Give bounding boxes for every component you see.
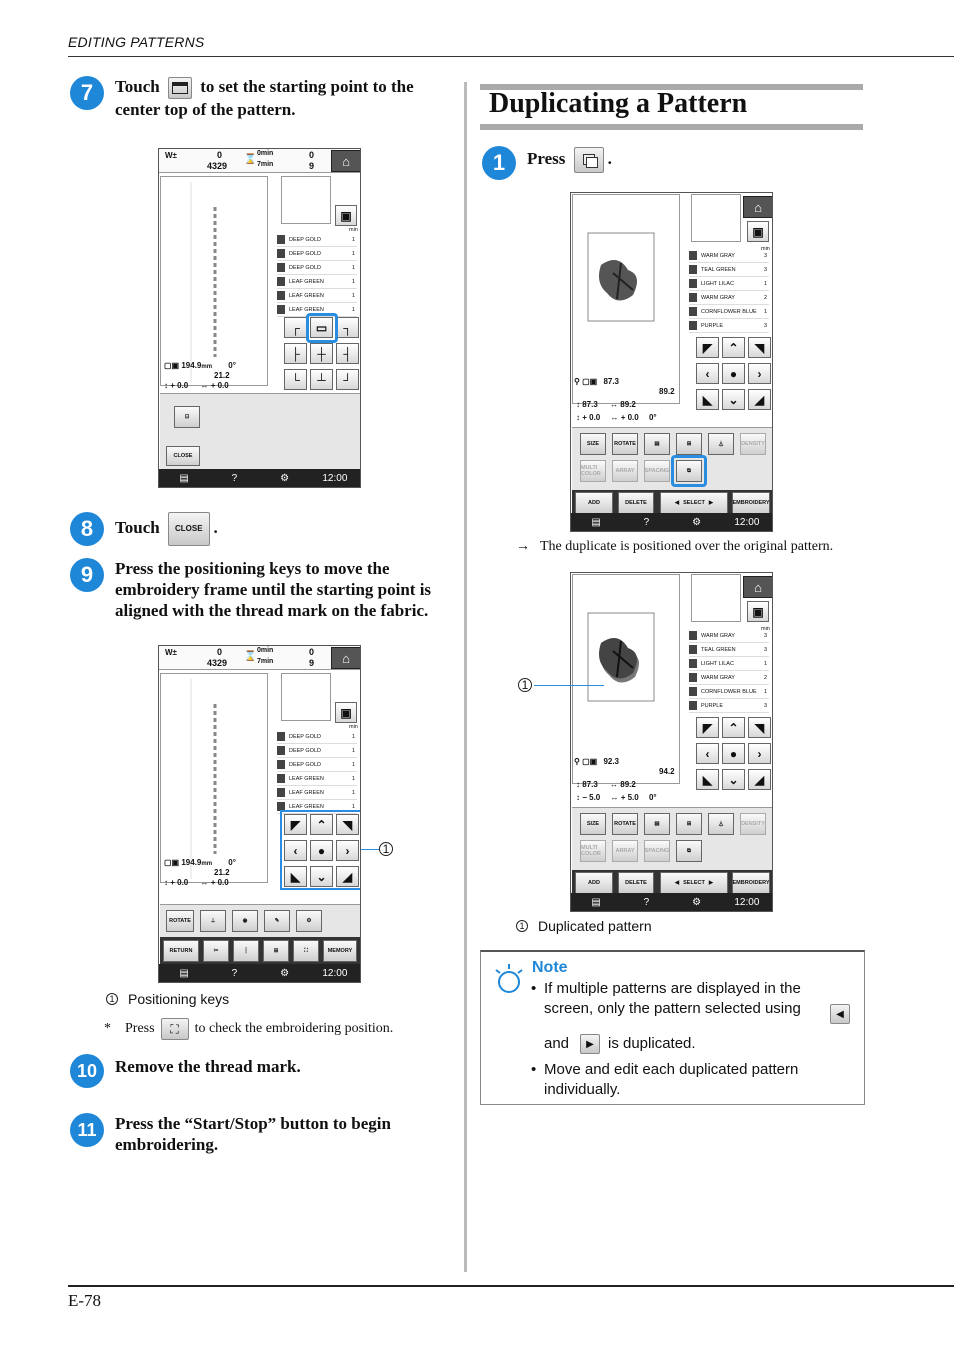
- dimension-readout: ↕ 87.3 ↔ 89.2: [576, 780, 636, 789]
- frame-check-icon: ⛶: [161, 1018, 189, 1040]
- move-up-key[interactable]: ⌃: [310, 814, 333, 835]
- step-1: [482, 146, 862, 180]
- page-number: E-78: [68, 1291, 102, 1310]
- status-bar: W± 0 4329 ⌛ 0min 7min 0 9: [159, 646, 360, 670]
- pattern-preview: [573, 575, 681, 785]
- trial-button[interactable]: ⛶: [293, 940, 319, 962]
- menu-icon[interactable]: ▤: [179, 472, 189, 484]
- size-readout: ▢▣ 194.9mm 0°: [164, 361, 236, 370]
- move-down-left-key[interactable]: ◣: [696, 389, 719, 410]
- callout-line: [361, 849, 379, 850]
- close-inline-button: CLOSE: [168, 512, 210, 546]
- position-readout: ↕ + 0.0 ↔ + 0.0 0°: [576, 413, 657, 422]
- settings-icon[interactable]: ⚙: [692, 516, 702, 528]
- grid-icon[interactable]: ⊞: [676, 433, 702, 455]
- move-up-right-key[interactable]: ◥: [336, 814, 359, 835]
- move-up-key[interactable]: ⌃: [722, 717, 745, 738]
- move-up-right-key[interactable]: ◥: [748, 337, 771, 358]
- move-down-left-key[interactable]: ◣: [284, 866, 307, 887]
- thread-row: TEAL GREEN 3: [689, 643, 769, 657]
- section-title: Duplicating a Pattern: [489, 88, 748, 119]
- embroidery-button[interactable]: EMBROIDERY: [732, 492, 770, 514]
- home-button[interactable]: ⌂: [743, 196, 773, 218]
- thread-row: PURPLE 3: [689, 319, 769, 333]
- camera-icon[interactable]: ◉: [232, 910, 258, 932]
- help-button[interactable]: ?: [231, 472, 238, 484]
- thumbnail-zoom-button[interactable]: ▣: [747, 601, 769, 622]
- callout-number: 1: [518, 678, 532, 692]
- close-button[interactable]: CLOSE: [166, 446, 200, 466]
- thread-row: LIGHT LILAC 1: [689, 657, 769, 671]
- size-readout: ⚲ ▢▣ 87.3: [574, 377, 620, 386]
- zoom-icon: ⚲ ▢▣: [574, 377, 598, 386]
- start-bottom-left-key[interactable]: └: [284, 369, 307, 390]
- move-center-key[interactable]: ●: [722, 743, 745, 764]
- size-button[interactable]: SIZE: [580, 813, 606, 835]
- embroidery-area: [160, 673, 268, 883]
- caption-duplicated-pattern: 1 Duplicated pattern: [516, 918, 652, 934]
- select-prev-icon[interactable]: ◀: [674, 500, 680, 506]
- home-button[interactable]: ⌂: [331, 150, 361, 172]
- array-button[interactable]: ARRAY: [612, 460, 638, 482]
- thread-icon[interactable]: ⊥: [200, 910, 226, 932]
- rotate-button[interactable]: ROTATE: [612, 813, 638, 835]
- move-center-key[interactable]: ●: [310, 840, 333, 861]
- size-button[interactable]: SIZE: [580, 433, 606, 455]
- thread-row: WARM GRAY 3: [689, 629, 769, 643]
- step-number: 11: [70, 1113, 104, 1147]
- note-bullet-1-and: and: [544, 1035, 570, 1052]
- thread-row: TEAL GREEN 3: [689, 263, 769, 277]
- duplicate-button[interactable]: ⧉: [676, 840, 702, 862]
- cut-icon[interactable]: ✂: [203, 940, 229, 962]
- step-text: Touch CLOSE .: [115, 512, 218, 546]
- size-readout: ▢▣ 194.9mm 0°: [164, 858, 236, 867]
- move-down-key[interactable]: ⌄: [722, 389, 745, 410]
- move-left-key[interactable]: ‹: [696, 743, 719, 764]
- move-center-key[interactable]: ●: [722, 363, 745, 384]
- screen-bottom-bar: [571, 893, 772, 911]
- settings-icon[interactable]: ⚙: [280, 472, 290, 484]
- lightbulb-icon: [492, 962, 526, 998]
- select-next-icon: ▶: [580, 1034, 600, 1054]
- start-center-left-key[interactable]: ├: [284, 343, 307, 364]
- callout-line: [534, 685, 604, 686]
- select-control[interactable]: ◀ SELECT ▶: [660, 492, 728, 514]
- hourglass-icon: ⌛: [244, 651, 257, 662]
- hourglass-icon: ⌛: [244, 154, 257, 165]
- step-text: Touch to set the starting point to the center top of the pattern.: [115, 77, 414, 120]
- thread-row: LEAF GREEN 1: [277, 786, 357, 800]
- edit-toolbar: [572, 427, 772, 515]
- move-up-left-key[interactable]: ◤: [284, 814, 307, 835]
- dimension-readout: ↕ 87.3 ↔ 89.2: [576, 400, 636, 409]
- pattern-thumbnail: [691, 194, 741, 242]
- step-text: Press .: [527, 146, 612, 173]
- thread-color-list: [689, 629, 769, 713]
- move-left-key[interactable]: ‹: [284, 840, 307, 861]
- note-bullet-1: •: [531, 980, 537, 997]
- size-readout: ⚲ ▢▣ 92.3: [574, 757, 620, 766]
- thread-row: LEAF GREEN 1: [277, 275, 357, 289]
- thread-row: DEEP GOLD 1: [277, 758, 357, 772]
- thumbnail-zoom-button[interactable]: ▣: [747, 221, 769, 242]
- move-right-key[interactable]: ›: [748, 743, 771, 764]
- screen-duplicate-before: ⌂ ▣ min WARM GRAY 3 TEAL GREEN 3 LIGHT LILAC 1 WARM GRAY 2 CORNFLOWER BLUE 1 PURPLE 3 ◤ ⌃ ◥ ‹ ● › ◣ ⌄ ◢ ⚲ ▢▣ 87.3 89.2 ↕ 87.3 ↔ 89.2 ↕ + 0.0 ↔ + 0.0 0° SIZE ROTATE ▤ ⊞ ⏃ DENSITY MULTI COLOR ARRAY SPACING ⧉ ADD DELETE ◀ SELECT ▶ EMBROIDERY ▤ ? ⚙ 12:00: [570, 192, 773, 532]
- pattern-preview: [161, 177, 269, 387]
- spacing-button[interactable]: SPACING: [644, 460, 670, 482]
- zoom-icon: ⚲ ▢▣: [574, 757, 598, 766]
- pattern-preview: [573, 195, 681, 405]
- thumbnail-zoom-button[interactable]: ▣: [335, 205, 357, 226]
- step-number: 1: [482, 146, 516, 180]
- step-text: Press the “Start/Stop” button to begin embroidering.: [115, 1114, 391, 1154]
- move-up-key[interactable]: ⌃: [722, 337, 745, 358]
- move-right-key[interactable]: ›: [336, 840, 359, 861]
- note-bullet-2: •: [531, 1061, 537, 1078]
- select-next-icon[interactable]: ▶: [708, 500, 714, 506]
- highlight-frame: [671, 455, 707, 487]
- sew-icon: W±: [165, 151, 177, 160]
- move-down-right-key[interactable]: ◢: [336, 866, 359, 887]
- running-header: EDITING PATTERNS: [68, 34, 205, 50]
- move-down-right-key[interactable]: ◢: [748, 769, 771, 790]
- thread-row: LIGHT LILAC 1: [689, 277, 769, 291]
- multi-color-button[interactable]: MULTI COLOR: [580, 840, 606, 862]
- tension-icon[interactable]: ⊞: [263, 940, 289, 962]
- step-number: 9: [70, 558, 104, 592]
- clock: 12:00: [322, 967, 348, 979]
- step-11: [70, 1113, 450, 1155]
- step-number: 8: [70, 512, 104, 546]
- step-text: Remove the thread mark.: [115, 1057, 301, 1076]
- multi-color-button[interactable]: MULTI COLOR: [580, 460, 606, 482]
- start-center-top-key[interactable]: ▭: [310, 317, 333, 338]
- add-button[interactable]: ADD: [575, 872, 613, 894]
- menu-icon[interactable]: ▤: [591, 896, 601, 908]
- thread-row: DEEP GOLD 1: [277, 261, 357, 275]
- move-up-right-key[interactable]: ◥: [748, 717, 771, 738]
- thread-row: DEEP GOLD 1: [277, 233, 357, 247]
- grid-icon[interactable]: ⊞: [676, 813, 702, 835]
- thread-row: DEEP GOLD 1: [277, 730, 357, 744]
- highlight-frame: [306, 313, 338, 343]
- edit-toolbar: [160, 904, 360, 964]
- close-panel: [160, 393, 360, 469]
- select-next-icon[interactable]: ▶: [708, 880, 714, 886]
- screen-positioning: W± 0 4329 ⌛ 0min 7min 0 9 ⌂ ▣ min DEEP GOLD 1 DEEP GOLD 1 DEEP GOLD 1 LEAF GREEN 1 LEAF GREEN 1 LEAF GREEN 1 ◤ ⌃ ◥ ‹ ● › ◣ ⌄ ◢ ▢▣ 194.9mm 0° 21.2 ↕ + 0.0 ↔ + 0.0 ROTATE ⊥ ◉ ✎ ⚙ RETURN ✂ ┆ ⊞ ⛶ MEMORY ▤ ? ⚙ 12:00: [158, 645, 361, 983]
- select-prev-icon[interactable]: ◀: [674, 880, 680, 886]
- note-bullet-1-end: is duplicated.: [608, 1035, 696, 1052]
- embroidery-area: [160, 176, 268, 386]
- position-readout: ↕ − 5.0 ↔ + 5.0 0°: [576, 793, 657, 802]
- step-7: [70, 76, 450, 120]
- start-top-left-key[interactable]: ┌: [284, 317, 307, 338]
- header-rule: [68, 56, 954, 57]
- thread-row: WARM GRAY 2: [689, 291, 769, 305]
- thumbnail-zoom-button[interactable]: ▣: [335, 702, 357, 723]
- note-bullet-1-text: If multiple patterns are displayed in the screen, only the pattern selected using: [544, 980, 801, 1017]
- move-up-left-key[interactable]: ◤: [696, 337, 719, 358]
- callout-number: 1: [379, 842, 393, 856]
- embroidery-area: [572, 194, 680, 404]
- thread-color-list: [689, 249, 769, 333]
- result-line: → The duplicate is positioned over the original pattern.: [516, 539, 834, 554]
- embroidery-area: [572, 574, 680, 784]
- step-number: 10: [70, 1054, 104, 1088]
- thread-row: DEEP GOLD 1: [277, 744, 357, 758]
- screen-duplicate-after: ⌂ ▣ min WARM GRAY 3 TEAL GREEN 3 LIGHT LILAC 1 WARM GRAY 2 CORNFLOWER BLUE 1 PURPLE 3 ◤ ⌃ ◥ ‹ ● › ◣ ⌄ ◢ ⚲ ▢▣ 92.3 94.2 ↕ 87.3 ↔ 89.2 ↕ − 5.0 ↔ + 5.0 0° SIZE ROTATE ▤ ⊞ ⏃ DENSITY MULTI COLOR ARRAY SPACING ⧉ ADD DELETE ◀ SELECT ▶ EMBROIDERY ▤ ? ⚙ 12:00: [570, 572, 773, 912]
- sew-settings-icon[interactable]: ⚙: [296, 910, 322, 932]
- column-divider: [464, 82, 467, 1272]
- thread-row: LEAF GREEN 1: [277, 303, 357, 317]
- help-button[interactable]: ?: [231, 967, 238, 979]
- thread-row: LEAF GREEN 1: [277, 772, 357, 786]
- move-right-key[interactable]: ›: [748, 363, 771, 384]
- thread-row: PURPLE 3: [689, 699, 769, 713]
- note-title: Note: [532, 959, 568, 976]
- thread-row: WARM GRAY 2: [689, 671, 769, 685]
- thread-color-list: [277, 233, 357, 317]
- thread-color-list: [277, 730, 357, 814]
- start-bottom-right-key[interactable]: ┘: [336, 369, 359, 390]
- settings-icon[interactable]: ⚙: [280, 967, 290, 979]
- move-down-left-key[interactable]: ◣: [696, 769, 719, 790]
- rotate-button[interactable]: ROTATE: [166, 910, 194, 932]
- screen-bottom-bar: [159, 469, 360, 487]
- home-button[interactable]: ⌂: [743, 576, 773, 598]
- density-button[interactable]: DENSITY: [740, 813, 766, 835]
- edit-toolbar: [572, 807, 772, 895]
- clock: 12:00: [322, 472, 348, 484]
- pen-icon[interactable]: ✎: [264, 910, 290, 932]
- mirror-icon[interactable]: ⏃: [708, 433, 734, 455]
- frame-icon: ▢▣: [164, 361, 180, 370]
- help-button[interactable]: ?: [643, 896, 650, 908]
- move-down-key[interactable]: ⌄: [722, 769, 745, 790]
- thread-row: WARM GRAY 3: [689, 249, 769, 263]
- start-top-right-key[interactable]: ┐: [336, 317, 359, 338]
- thread-row: CORNFLOWER BLUE 1: [689, 685, 769, 699]
- pattern-thumbnail: [691, 574, 741, 622]
- sew-icon: W±: [165, 648, 177, 657]
- position-readout: ↕ + 0.0 ↔ + 0.0: [164, 381, 229, 390]
- delete-button[interactable]: DELETE: [618, 492, 654, 514]
- needle-icon[interactable]: ┆: [233, 940, 259, 962]
- pattern-thumbnail: [281, 673, 331, 721]
- thread-row: LEAF GREEN 1: [277, 289, 357, 303]
- position-readout: ↕ + 0.0 ↔ + 0.0: [164, 878, 229, 887]
- settings-icon[interactable]: ⚙: [692, 896, 702, 908]
- step-9: [70, 558, 455, 621]
- array-button[interactable]: ARRAY: [612, 840, 638, 862]
- embroidery-button[interactable]: EMBROIDERY: [732, 872, 770, 894]
- move-left-key[interactable]: ‹: [696, 363, 719, 384]
- rotate-button[interactable]: ROTATE: [612, 433, 638, 455]
- menu-icon[interactable]: ▤: [179, 967, 189, 979]
- move-up-left-key[interactable]: ◤: [696, 717, 719, 738]
- move-down-key[interactable]: ⌄: [310, 866, 333, 887]
- add-button[interactable]: ADD: [575, 492, 613, 514]
- pattern-thumbnail: [281, 176, 331, 224]
- start-center-right-key[interactable]: ┤: [336, 343, 359, 364]
- thread-row: CORNFLOWER BLUE 1: [689, 305, 769, 319]
- thread-row: LEAF GREEN 1: [277, 800, 357, 814]
- duplicate-icon: [574, 147, 604, 173]
- return-button[interactable]: RETURN: [163, 940, 199, 962]
- step-text: Press the positioning keys to move the embroidery frame until the starting point is aligned with the thread mark on the fabric.: [115, 559, 432, 620]
- note-bullet-2-text: Move and edit each duplicated pattern individually.: [544, 1061, 799, 1098]
- footer-rule: [68, 1285, 954, 1287]
- frame-move-button[interactable]: ⊡: [174, 406, 200, 428]
- select-control[interactable]: ◀ SELECT ▶: [660, 872, 728, 894]
- density-button[interactable]: DENSITY: [740, 433, 766, 455]
- help-button[interactable]: ?: [643, 516, 650, 528]
- step-10: [70, 1054, 450, 1088]
- center-top-icon: [168, 77, 192, 99]
- memory-button[interactable]: MEMORY: [323, 940, 357, 962]
- clock: 12:00: [734, 896, 760, 908]
- screen-bottom-bar: [571, 513, 772, 531]
- home-button[interactable]: ⌂: [331, 647, 361, 669]
- step-number: 7: [70, 76, 104, 110]
- pattern-preview: [161, 674, 269, 884]
- tip-line: * Press ⛶ to check the embroidering position.: [104, 1018, 393, 1040]
- start-center-key[interactable]: ┼: [310, 343, 333, 364]
- caption-positioning-keys: 1 Positioning keys: [106, 991, 229, 1007]
- mirror-icon[interactable]: ⏃: [708, 813, 734, 835]
- delete-button[interactable]: DELETE: [618, 872, 654, 894]
- frame-icon: ▢▣: [164, 858, 180, 867]
- border-icon[interactable]: ▤: [644, 813, 670, 835]
- highlight-frame: [280, 810, 361, 890]
- duplicate-button[interactable]: ⧉: [676, 460, 702, 482]
- menu-icon[interactable]: ▤: [591, 516, 601, 528]
- select-prev-icon: ◀: [830, 1004, 850, 1024]
- thread-row: DEEP GOLD 1: [277, 247, 357, 261]
- border-icon[interactable]: ▤: [644, 433, 670, 455]
- start-center-bottom-key[interactable]: ┴: [310, 369, 333, 390]
- spacing-button[interactable]: SPACING: [644, 840, 670, 862]
- screen-bottom-bar: [159, 964, 360, 982]
- step-8: [70, 512, 450, 546]
- move-down-right-key[interactable]: ◢: [748, 389, 771, 410]
- screen-starting-point: W± 0 4329 ⌛ 0min 7min 0 9 ⌂ ▣ min DEEP GOLD 1 DEEP GOLD 1 DEEP GOLD 1 LEAF GREEN 1 LEAF GREEN 1 LEAF GREEN 1 ┌ ▭ ┐ ├ ┼ ┤ └ ┴ ┘ ▢▣ 194.9mm 0° 21.2 ↕ + 0.0 ↔ + 0.0 ⊡ CLOSE ▤ ? ⚙ 12:00: [158, 148, 361, 488]
- clock: 12:00: [734, 516, 760, 528]
- status-bar: W± 0 4329 ⌛ 0min 7min 0 9: [159, 149, 360, 173]
